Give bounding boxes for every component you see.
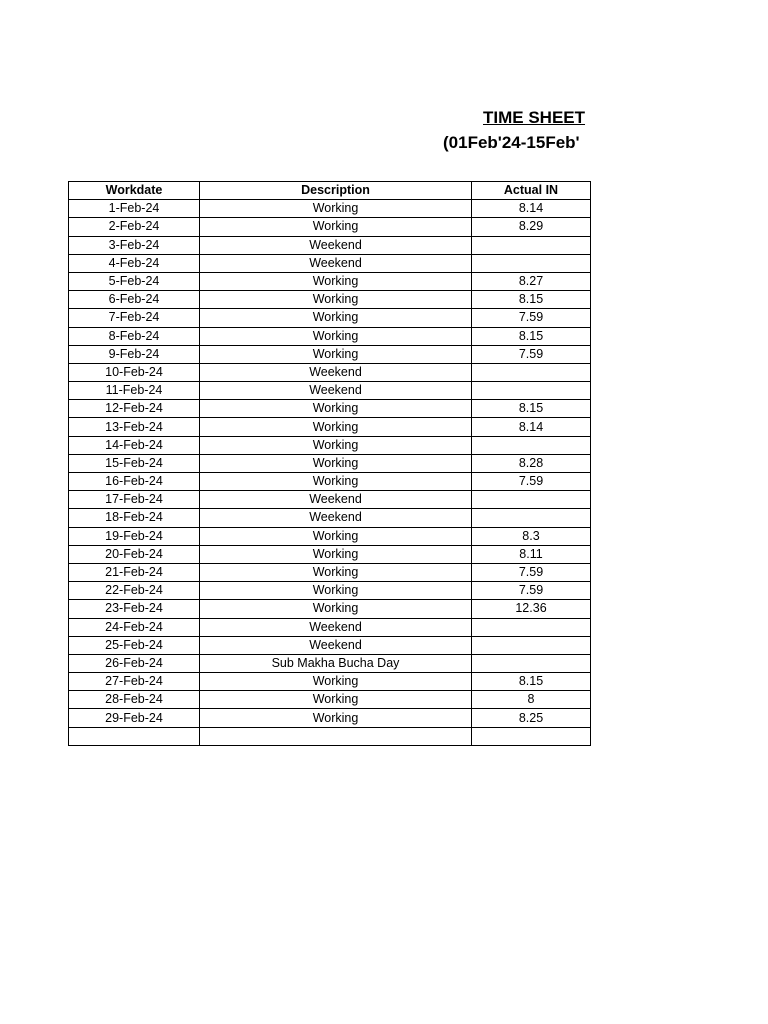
table-row bbox=[69, 582, 591, 600]
cell-actual-in: 8.28 bbox=[472, 454, 591, 472]
cell-workdate: 22-Feb-24 bbox=[69, 582, 200, 600]
cell-description: Working bbox=[200, 200, 472, 218]
table-row bbox=[69, 600, 591, 618]
cell-actual-in: 8.14 bbox=[472, 418, 591, 436]
cell-actual-in bbox=[472, 436, 591, 454]
cell-description: Working bbox=[200, 345, 472, 363]
cell-actual-in bbox=[472, 509, 591, 527]
cell-description: Working bbox=[200, 218, 472, 236]
cell-actual-in: 8.3 bbox=[472, 527, 591, 545]
cell-workdate: 27-Feb-24 bbox=[69, 673, 200, 691]
cell-actual-in bbox=[472, 654, 591, 672]
cell-actual-in: 8.15 bbox=[472, 673, 591, 691]
cell-actual-in: 8.25 bbox=[472, 709, 591, 727]
cell-actual-in: 8.14 bbox=[472, 200, 591, 218]
cell-workdate: 6-Feb-24 bbox=[69, 291, 200, 309]
cell-description: Working bbox=[200, 272, 472, 290]
cell-workdate: 3-Feb-24 bbox=[69, 236, 200, 254]
cell-description: Sub Makha Bucha Day bbox=[200, 654, 472, 672]
cell-description: Working bbox=[200, 291, 472, 309]
cell-workdate: 7-Feb-24 bbox=[69, 309, 200, 327]
cell-actual-in: 12.36 bbox=[472, 600, 591, 618]
table-row bbox=[69, 491, 591, 509]
cell-description: Working bbox=[200, 327, 472, 345]
cell-actual-in bbox=[472, 363, 591, 381]
cell-workdate: 29-Feb-24 bbox=[69, 709, 200, 727]
cell-workdate: 26-Feb-24 bbox=[69, 654, 200, 672]
cell-workdate: 16-Feb-24 bbox=[69, 473, 200, 491]
cell-actual-in: 7.59 bbox=[472, 473, 591, 491]
cell-workdate: 14-Feb-24 bbox=[69, 436, 200, 454]
cell-actual-in: 8.27 bbox=[472, 272, 591, 290]
cell-description: Working bbox=[200, 673, 472, 691]
table-row bbox=[69, 636, 591, 654]
table-row bbox=[69, 545, 591, 563]
table-row bbox=[69, 418, 591, 436]
header-workdate: Workdate bbox=[69, 182, 200, 200]
cell-actual-in: 8.29 bbox=[472, 218, 591, 236]
cell-actual-in: 7.59 bbox=[472, 345, 591, 363]
cell-description: Weekend bbox=[200, 382, 472, 400]
cell-actual-in: 7.59 bbox=[472, 309, 591, 327]
cell-actual-in bbox=[472, 254, 591, 272]
cell-workdate: 4-Feb-24 bbox=[69, 254, 200, 272]
table-row bbox=[69, 709, 591, 727]
cell-actual-in bbox=[472, 491, 591, 509]
cell-workdate: 21-Feb-24 bbox=[69, 563, 200, 581]
cell-actual-in: 8 bbox=[472, 691, 591, 709]
cell-description bbox=[200, 727, 472, 745]
cell-description: Working bbox=[200, 600, 472, 618]
cell-workdate: 23-Feb-24 bbox=[69, 600, 200, 618]
table-row bbox=[69, 382, 591, 400]
cell-workdate: 13-Feb-24 bbox=[69, 418, 200, 436]
cell-description: Working bbox=[200, 582, 472, 600]
cell-description: Working bbox=[200, 563, 472, 581]
table-row bbox=[69, 254, 591, 272]
cell-description: Working bbox=[200, 454, 472, 472]
timesheet-table bbox=[68, 181, 591, 746]
cell-actual-in: 8.15 bbox=[472, 400, 591, 418]
cell-description: Working bbox=[200, 418, 472, 436]
cell-description: Weekend bbox=[200, 254, 472, 272]
cell-workdate: 8-Feb-24 bbox=[69, 327, 200, 345]
table-row bbox=[69, 400, 591, 418]
cell-workdate: 25-Feb-24 bbox=[69, 636, 200, 654]
cell-actual-in: 8.15 bbox=[472, 327, 591, 345]
cell-workdate: 18-Feb-24 bbox=[69, 509, 200, 527]
document-title: TIME SHEET bbox=[483, 108, 586, 127]
cell-workdate: 10-Feb-24 bbox=[69, 363, 200, 381]
table-row bbox=[69, 454, 591, 472]
cell-actual-in: 7.59 bbox=[472, 563, 591, 581]
cell-workdate: 9-Feb-24 bbox=[69, 345, 200, 363]
table-row bbox=[69, 345, 591, 363]
table-body bbox=[69, 200, 591, 746]
cell-description: Working bbox=[200, 691, 472, 709]
cell-workdate: 1-Feb-24 bbox=[69, 200, 200, 218]
header-description: Description bbox=[200, 182, 472, 200]
cell-workdate: 24-Feb-24 bbox=[69, 618, 200, 636]
table-row bbox=[69, 363, 591, 381]
cell-workdate: 17-Feb-24 bbox=[69, 491, 200, 509]
table-row bbox=[69, 200, 591, 218]
table-row bbox=[69, 236, 591, 254]
table-row bbox=[69, 673, 591, 691]
cell-actual-in bbox=[472, 382, 591, 400]
cell-actual-in: 8.15 bbox=[472, 291, 591, 309]
table-row bbox=[69, 309, 591, 327]
cell-description: Weekend bbox=[200, 363, 472, 381]
cell-description: Weekend bbox=[200, 618, 472, 636]
table-row bbox=[69, 272, 591, 290]
table-row bbox=[69, 473, 591, 491]
cell-workdate: 28-Feb-24 bbox=[69, 691, 200, 709]
cell-description: Working bbox=[200, 309, 472, 327]
cell-actual-in bbox=[472, 727, 591, 745]
cell-actual-in: 8.11 bbox=[472, 545, 591, 563]
table-row bbox=[69, 618, 591, 636]
cell-description: Working bbox=[200, 436, 472, 454]
table-row bbox=[69, 218, 591, 236]
header-row bbox=[69, 182, 591, 200]
cell-actual-in bbox=[472, 618, 591, 636]
cell-description: Weekend bbox=[200, 509, 472, 527]
document-subtitle: (01Feb'24-15Feb' bbox=[443, 133, 580, 152]
cell-workdate: 19-Feb-24 bbox=[69, 527, 200, 545]
cell-description: Weekend bbox=[200, 236, 472, 254]
cell-description: Working bbox=[200, 400, 472, 418]
cell-workdate: 20-Feb-24 bbox=[69, 545, 200, 563]
cell-workdate: 11-Feb-24 bbox=[69, 382, 200, 400]
table-header bbox=[69, 182, 591, 200]
cell-workdate: 15-Feb-24 bbox=[69, 454, 200, 472]
cell-description: Working bbox=[200, 545, 472, 563]
cell-actual-in: 7.59 bbox=[472, 582, 591, 600]
cell-workdate bbox=[69, 727, 200, 745]
cell-description: Weekend bbox=[200, 636, 472, 654]
cell-description: Working bbox=[200, 527, 472, 545]
cell-description: Weekend bbox=[200, 491, 472, 509]
cell-actual-in bbox=[472, 236, 591, 254]
table-row bbox=[69, 436, 591, 454]
header-actual-in: Actual IN bbox=[472, 182, 591, 200]
cell-actual-in bbox=[472, 636, 591, 654]
table-row bbox=[69, 654, 591, 672]
table-row bbox=[69, 509, 591, 527]
cell-workdate: 2-Feb-24 bbox=[69, 218, 200, 236]
cell-description: Working bbox=[200, 709, 472, 727]
table-row bbox=[69, 727, 591, 745]
cell-description: Working bbox=[200, 473, 472, 491]
table-row bbox=[69, 327, 591, 345]
table-row bbox=[69, 291, 591, 309]
cell-workdate: 12-Feb-24 bbox=[69, 400, 200, 418]
table-row bbox=[69, 563, 591, 581]
table-row bbox=[69, 527, 591, 545]
cell-workdate: 5-Feb-24 bbox=[69, 272, 200, 290]
table-row bbox=[69, 691, 591, 709]
